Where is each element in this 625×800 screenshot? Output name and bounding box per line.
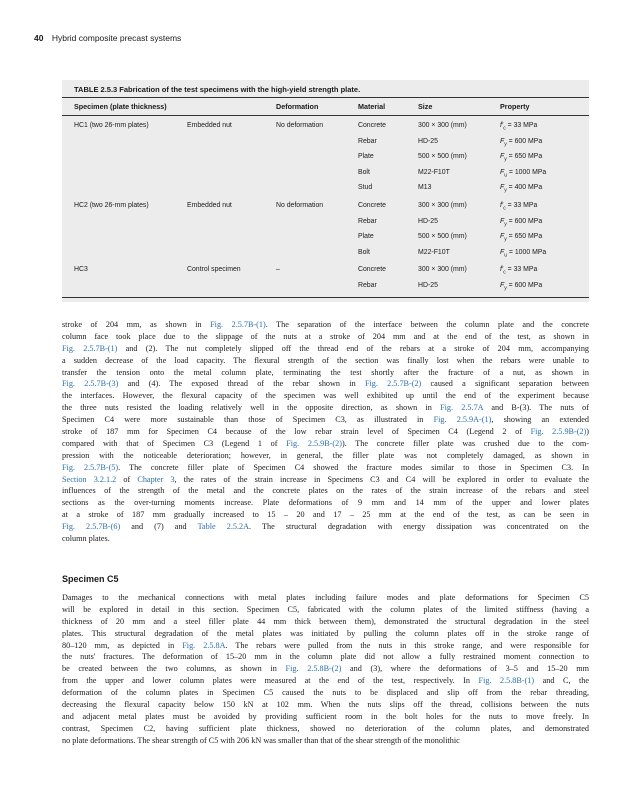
cross-reference-link[interactable]: Fig. 2.5.9B-(2) [286,438,342,448]
cross-reference-link[interactable]: Fig. 2.5.7B-(1) [62,343,118,353]
page-number: 40 [34,33,44,43]
col-material-cell: Rebar [358,217,377,225]
col-material-header: Material [358,102,386,111]
cross-reference-link[interactable]: Fig. 2.5.7B-(5) [62,462,119,472]
col-property-cell: $F_u = 1000$ MPa [500,248,547,259]
col-material-cell: Rebar [358,137,377,145]
text-line: the nuts' fractures. The deformation of 15–20 mm in the column plate did not allow a fully restrained moment connection to [62,652,589,662]
cross-reference-link[interactable]: Fig. 2.5.7B-(6) [62,522,121,532]
col-size-cell: 500 × 500 (mm) [418,233,467,241]
col-detail-cell: Control specimen [187,266,241,274]
col-property-cell: $F_y = 650$ MPa [500,233,543,243]
text-line: will be explored in detail in this section. Specimen C5, fabricated with the column plates of the limited stiffness (having a [62,604,589,614]
col-material-cell: Concrete [358,202,386,209]
text-line: deformation of the column plates in Specimen C5 caused the nuts to be displaced and slip off from the rebar threading, [62,688,589,698]
running-title: Hybrid composite precast systems [51,33,182,43]
cross-reference-link[interactable]: Fig. 2.5.7B-(2) [364,379,422,389]
col-property-cell: $f'_c = 33$ MPa [500,122,538,132]
col-material-cell: Plate [358,153,374,161]
col-size-cell: HD-25 [418,137,438,145]
text-line: influences of the strength of the metal and the concrete plates on the rates of the strain increase of the rebars and steel [62,486,589,496]
col-material-cell: Concrete [358,122,386,129]
text-line: stroke of 204 mm, as shown in Fig. 2.5.7B-(1). The separation of the interface between the column plate and the concrete [62,320,589,329]
text-line: the three nuts resisted the loading relatively well in the opposite direction, as shown in Fig. 2.5.7A and B-(3). The nuts of [62,403,589,413]
text-line: plates. This structural degradation of the metal plates was initiated by pulling the column plates off in the stroke range of [62,628,589,638]
col-size-cell: M22-F10T [418,168,450,176]
col-material-cell: Stud [358,184,373,192]
table-bottom-rule [62,297,589,298]
col-size-header: Size [418,102,433,111]
cross-reference-link[interactable]: Fig. 2.5.8B-(1) [478,676,535,686]
col-property-cell: $F_y = 600$ MPa [500,217,543,227]
text-line: thickness of 20 mm and a steel filler plate 44 mm thick between them), demonstrated the structural degradation in the steel [62,616,589,626]
col-property-cell: $f'_c = 33$ MPa [500,202,538,212]
text-line: Specimen C4 were more sustainable than those of Specimen C3, as illustrated in Fig. 2.5.9A-(1), showing an extended [62,415,589,425]
col-detail-cell: Embedded nut [187,122,232,129]
cross-reference-link[interactable]: Table 2.5.2A [197,522,250,532]
table-header-rule [62,115,589,116]
col-material-cell: Bolt [358,248,370,256]
cross-reference-link[interactable]: Fig. 2.5.9A-(1) [433,415,492,425]
running-header [34,33,181,43]
text-line: the interfaces. However, the flexural capacity of the specimen was well exhibited up until the end of the experiment because [62,391,589,401]
col-deformation-cell: – [276,266,280,274]
cross-reference-link[interactable]: Fig. 2.5.9B-(2) [530,427,587,437]
col-size-cell: 300 × 300 (mm) [418,202,467,209]
col-specimen-header: Specimen (plate thickness) [74,102,167,111]
col-property-cell: $F_y = 650$ MPa [500,153,543,163]
table-top-rule [62,97,589,98]
cross-reference-link[interactable]: Fig. 2.5.8A [182,640,226,650]
text-line: from the upper and lower column plates were measured at the end of the test, respectively. In Fig. 2.5.8B-(1) and C, the [62,676,589,686]
body-paragraph-1 [62,319,589,545]
col-specimen-cell: HC1 (two 26-mm plates) [74,122,149,129]
cross-reference-link[interactable]: Fig. 2.5.7A [440,403,484,413]
col-property-header: Property [500,102,530,111]
text-line: Fig. 2.5.7B-(6) and (7) and Table 2.5.2A. The structural degradation with energy dissipation was concentrated on the [62,522,589,532]
text-line: and adjacent metal plates must be avoided by providing sufficient room in the bolt holes for the nuts to move freely. In [62,711,589,721]
col-size-cell: M13 [418,184,432,192]
text-line: stroke of 187 mm for Specimen C4 because of the low rebar strain level of Specimen C4 (Legend 2 of Fig. 2.5.9B-(2)) [62,427,589,437]
body-paragraph-2 [62,592,589,747]
text-line: sections as the over-turning moments increase. Plate deformations of 9 mm and 14 mm of the upper and lower plates [62,498,589,508]
col-property-cell: $F_y = 600$ MPa [500,282,543,292]
col-deformation-cell: No deformation [276,202,324,209]
col-deformation-cell: No deformation [276,122,324,129]
col-deformation-header: Deformation [276,102,319,111]
text-line: column face took place due to the slippage of the nuts at a stroke of 204 mm and at the end of the test, as shown in [62,331,589,341]
text-line: Fig. 2.5.7B-(1) and (2). The nut completely slipped off the thread end of the rebars at a stroke of 204 mm, accompanying [62,343,589,353]
text-line: 80–120 mm, as depicted in Fig. 2.5.8A. The rebars were pulled from the nuts in this stroke range, and were responsible for [62,640,589,650]
text-line: column plates. [62,534,110,544]
col-material-cell: Concrete [358,266,386,274]
text-line: contrast, Specimen C2, having sufficient plate thickness, showed no deterioration of the column plates, and demonstrated [62,723,589,733]
section-heading: Specimen C5 [62,574,119,584]
cross-reference-link[interactable]: Fig. 2.5.7B-(3) [62,379,119,389]
text-line: Damages to the mechanical connections with metal plates including failure modes and plate deformations for Specimen C5 [62,593,589,602]
text-line: Fig. 2.5.7B-(5). The concrete filler plate of Specimen C4 showed the fracture modes similar to those in Specimen C3. In [62,462,589,472]
text-line: pression with the noticeable deterioration; however, in general, the filler plate was not completely damaged, as shown in [62,450,589,460]
col-material-cell: Bolt [358,168,370,176]
col-material-cell: Plate [358,233,374,241]
col-property-cell: $f'_c = 33$ MPa [500,266,538,276]
col-size-cell: 300 × 300 (mm) [418,122,467,129]
col-size-cell: 500 × 500 (mm) [418,153,467,161]
col-material-cell: Rebar [358,282,377,289]
cross-reference-link[interactable]: Fig. 2.5.7B-(1) [210,320,266,329]
text-line: compared with that of Specimen C3 (Legend 1 of Fig. 2.5.9B-(2)). The concrete filler plate was crushed due to the com- [62,438,589,448]
table-caption: TABLE 2.5.3 Fabrication of the test specimens with the high-yield strength plate. [74,85,361,94]
text-line: at a stroke of 187 mm gradually increased to 15 – 20 and 17 – 25 mm at the end of the test, as can be seen in [62,510,589,520]
col-property-cell: $F_u = 1000$ MPa [500,168,547,179]
col-property-cell: $F_y = 400$ MPa [500,184,543,194]
col-size-cell: HD-25 [418,217,438,225]
text-line: Section 3.2.1.2 of Chapter 3, the rates of the strain increase in Specimens C3 and C4 will be explored in order to evaluate the [62,474,589,484]
text-line: no plate deformations. The shear strength of C5 with 206 kN was smaller than that of the shear strength of the monolithic [62,735,460,745]
cross-reference-link[interactable]: Section 3.2.1.2 [62,474,117,484]
text-line: be created between the two columns, as shown in Fig. 2.5.8B-(2) and (3), where the deformations of 3–5 and 15–20 mm [62,664,589,674]
col-specimen-cell: HC2 (two 26-mm plates) [74,202,149,209]
text-line: a sudden decrease of the load capacity. The flexural strength of the section was finally lost when the rebars were unable to [62,355,589,365]
text-line: Fig. 2.5.7B-(3) and (4). The exposed thread of the rebar shown in Fig. 2.5.7B-(2) caused a significant separation between [62,379,589,389]
col-property-cell: $F_y = 600$ MPa [500,137,543,147]
text-line: decreasing the flexural capacity below 150 kN at 102 mm. When the nuts slips off the thread, collisions between the nuts [62,700,589,710]
col-size-cell: HD-25 [418,282,438,289]
cross-reference-link[interactable]: Fig. 2.5.8B-(2) [285,664,342,674]
cross-reference-link[interactable]: Chapter 3 [137,474,175,484]
col-size-cell: M22-F10T [418,248,450,256]
col-specimen-cell: HC3 [74,266,88,274]
col-size-cell: 300 × 300 (mm) [418,266,467,274]
text-line: transfer the tension onto the metal column plate, terminating the test shortly after the fracture of a nut, as shown in [62,367,589,377]
col-detail-cell: Embedded nut [187,202,232,209]
